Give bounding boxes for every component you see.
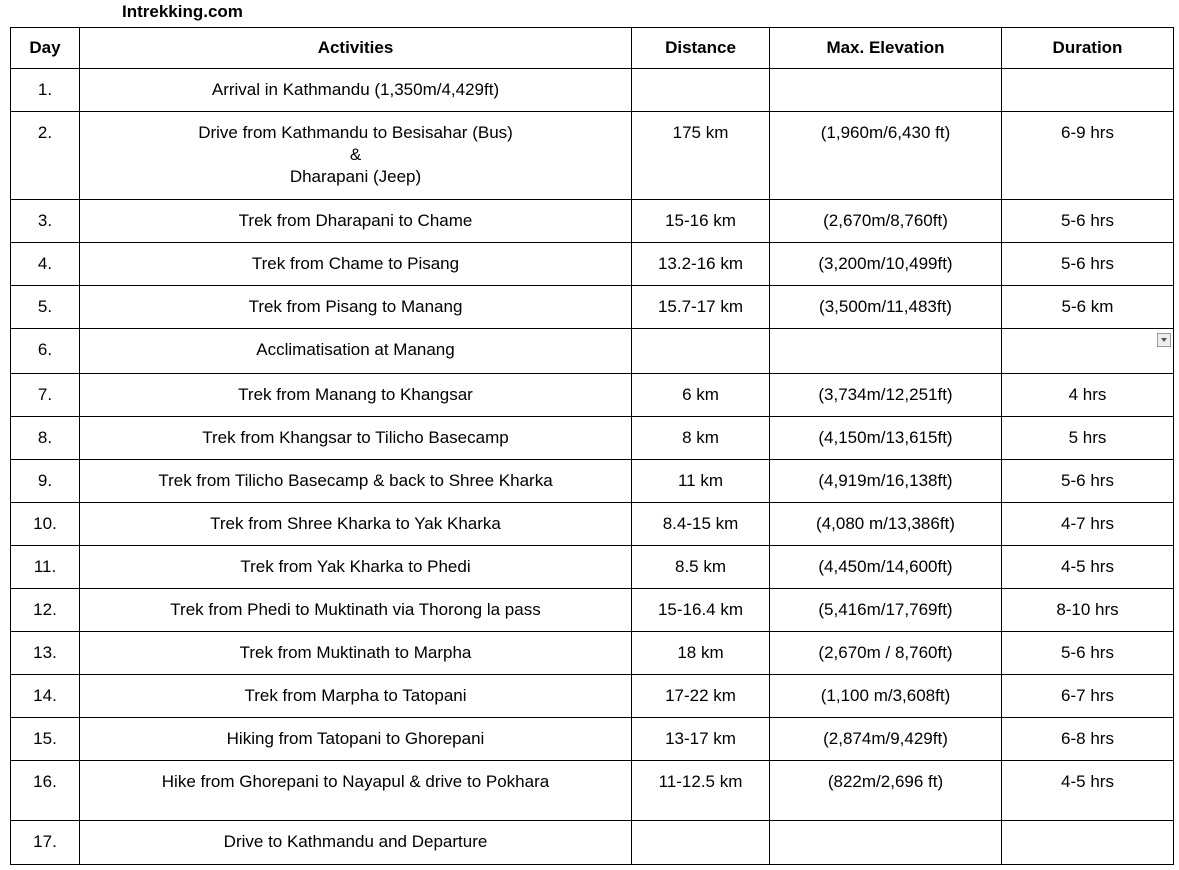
cell-day: 17. [11, 821, 80, 865]
cell-duration: 4 hrs [1002, 374, 1174, 417]
cell-elevation [770, 329, 1002, 374]
itinerary-row [11, 503, 1174, 546]
itinerary-body [11, 69, 1174, 865]
cell-elevation: (4,080 m/13,386ft) [770, 503, 1002, 546]
cell-activity: Trek from Tilicho Basecamp & back to Shree Kharka [80, 460, 632, 503]
cell-distance: 13-17 km [632, 718, 770, 761]
cell-activity: Trek from Pisang to Manang [80, 286, 632, 329]
cell-distance [632, 329, 770, 374]
cell-elevation: (4,919m/16,138ft) [770, 460, 1002, 503]
cell-elevation: (4,150m/13,615ft) [770, 417, 1002, 460]
col-header-distance: Distance [632, 28, 770, 69]
itinerary-row [11, 546, 1174, 589]
dropdown-arrow-icon[interactable] [1157, 333, 1171, 347]
cell-activity: Hike from Ghorepani to Nayapul & drive to Pokhara [80, 761, 632, 821]
cell-distance: 13.2-16 km [632, 243, 770, 286]
col-header-duration: Duration [1002, 28, 1174, 69]
itinerary-row [11, 718, 1174, 761]
cell-day: 6. [11, 329, 80, 374]
itinerary-row [11, 761, 1174, 821]
cell-day: 13. [11, 632, 80, 675]
itinerary-row [11, 632, 1174, 675]
cell-duration: 5-6 hrs [1002, 243, 1174, 286]
cell-duration: 6-9 hrs [1002, 112, 1174, 200]
itinerary-row [11, 821, 1174, 865]
cell-day: 11. [11, 546, 80, 589]
cell-day: 4. [11, 243, 80, 286]
site-brand: Intrekking.com [122, 2, 243, 21]
cell-activity: Trek from Yak Kharka to Phedi [80, 546, 632, 589]
cell-day: 1. [11, 69, 80, 112]
cell-elevation: (3,734m/12,251ft) [770, 374, 1002, 417]
cell-day: 3. [11, 200, 80, 243]
cell-day: 16. [11, 761, 80, 821]
cell-distance: 8 km [632, 417, 770, 460]
cell-elevation: (822m/2,696 ft) [770, 761, 1002, 821]
cell-day: 2. [11, 112, 80, 200]
cell-duration: 4-5 hrs [1002, 761, 1174, 821]
col-header-day: Day [11, 28, 80, 69]
cell-duration: 6-8 hrs [1002, 718, 1174, 761]
cell-duration: 5 hrs [1002, 417, 1174, 460]
cell-duration [1002, 821, 1174, 865]
cell-activity: Trek from Manang to Khangsar [80, 374, 632, 417]
itinerary-row [11, 675, 1174, 718]
cell-elevation: (4,450m/14,600ft) [770, 546, 1002, 589]
cell-elevation: (3,200m/10,499ft) [770, 243, 1002, 286]
cell-distance: 8.5 km [632, 546, 770, 589]
cell-activity: Drive to Kathmandu and Departure [80, 821, 632, 865]
cell-duration [1002, 329, 1174, 374]
header-row [11, 28, 1174, 69]
itinerary-row [11, 112, 1174, 200]
cell-day: 5. [11, 286, 80, 329]
itinerary-row [11, 589, 1174, 632]
itinerary-row [11, 417, 1174, 460]
cell-distance: 18 km [632, 632, 770, 675]
cell-duration: 5-6 hrs [1002, 460, 1174, 503]
cell-distance: 175 km [632, 112, 770, 200]
cell-distance: 15.7-17 km [632, 286, 770, 329]
itinerary-row [11, 243, 1174, 286]
cell-day: 9. [11, 460, 80, 503]
cell-distance [632, 821, 770, 865]
cell-activity: Trek from Chame to Pisang [80, 243, 632, 286]
cell-distance: 11 km [632, 460, 770, 503]
cell-distance [632, 69, 770, 112]
cell-elevation: (1,100 m/3,608ft) [770, 675, 1002, 718]
cell-activity: Trek from Muktinath to Marpha [80, 632, 632, 675]
cell-elevation: (2,874m/9,429ft) [770, 718, 1002, 761]
cell-duration: 5-6 hrs [1002, 200, 1174, 243]
cell-elevation [770, 821, 1002, 865]
itinerary-table [10, 27, 1174, 865]
cell-elevation: (1,960m/6,430 ft) [770, 112, 1002, 200]
cell-activity: Hiking from Tatopani to Ghorepani [80, 718, 632, 761]
cell-activity: Acclimatisation at Manang [80, 329, 632, 374]
cell-distance: 17-22 km [632, 675, 770, 718]
cell-elevation: (2,670m / 8,760ft) [770, 632, 1002, 675]
cell-day: 8. [11, 417, 80, 460]
cell-activity: Trek from Marpha to Tatopani [80, 675, 632, 718]
cell-activity: Arrival in Kathmandu (1,350m/4,429ft) [80, 69, 632, 112]
cell-duration [1002, 69, 1174, 112]
col-header-max-elevation: Max. Elevation [770, 28, 1002, 69]
col-header-activities: Activities [80, 28, 632, 69]
itinerary-row [11, 286, 1174, 329]
cell-distance: 15-16 km [632, 200, 770, 243]
cell-duration: 4-7 hrs [1002, 503, 1174, 546]
itinerary-row [11, 374, 1174, 417]
cell-activity: Trek from Phedi to Muktinath via Thorong la pass [80, 589, 632, 632]
itinerary-row [11, 200, 1174, 243]
cell-duration: 8-10 hrs [1002, 589, 1174, 632]
cell-duration: 4-5 hrs [1002, 546, 1174, 589]
cell-day: 7. [11, 374, 80, 417]
cell-elevation: (2,670m/8,760ft) [770, 200, 1002, 243]
cell-activity: Trek from Khangsar to Tilicho Basecamp [80, 417, 632, 460]
cell-elevation: (3,500m/11,483ft) [770, 286, 1002, 329]
itinerary-row [11, 460, 1174, 503]
cell-duration: 5-6 km [1002, 286, 1174, 329]
cell-day: 12. [11, 589, 80, 632]
cell-day: 15. [11, 718, 80, 761]
cell-distance: 15-16.4 km [632, 589, 770, 632]
cell-day: 10. [11, 503, 80, 546]
cell-elevation: (5,416m/17,769ft) [770, 589, 1002, 632]
cell-duration: 5-6 hrs [1002, 632, 1174, 675]
cell-day: 14. [11, 675, 80, 718]
cell-elevation [770, 69, 1002, 112]
itinerary-row [11, 69, 1174, 112]
cell-distance: 8.4-15 km [632, 503, 770, 546]
itinerary-row [11, 329, 1174, 374]
cell-activity: Trek from Dharapani to Chame [80, 200, 632, 243]
cell-activity: Trek from Shree Kharka to Yak Kharka [80, 503, 632, 546]
cell-activity: Drive from Kathmandu to Besisahar (Bus) & Dharapani (Jeep) [80, 112, 632, 200]
cell-distance: 11-12.5 km [632, 761, 770, 821]
cell-distance: 6 km [632, 374, 770, 417]
cell-duration: 6-7 hrs [1002, 675, 1174, 718]
